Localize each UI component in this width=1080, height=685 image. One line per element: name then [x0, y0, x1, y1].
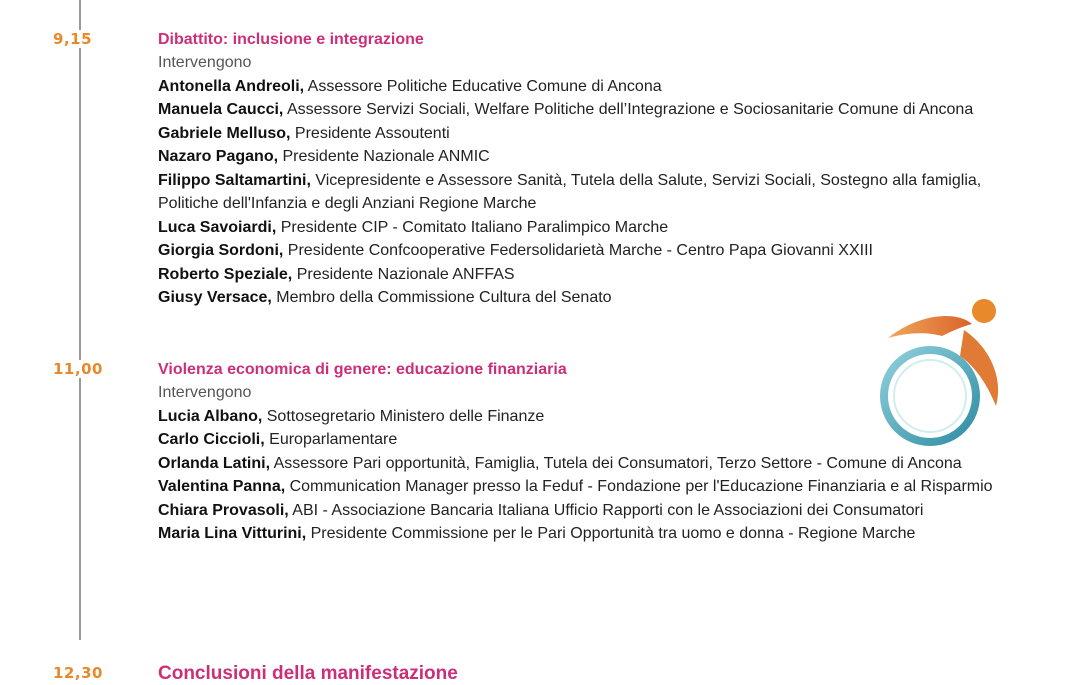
- speaker-name: Orlanda Latini,: [158, 454, 271, 472]
- speaker-entry: [158, 263, 1018, 287]
- speaker-name: Carlo Ciccioli,: [158, 431, 265, 448]
- speaker-entry: [158, 499, 1008, 523]
- speaker-entry: [158, 122, 1018, 146]
- speaker-role: Europarlamentare: [264, 431, 398, 448]
- speaker-entry: [158, 475, 1008, 499]
- speaker-role: Sottosegretario Ministero delle Finanze: [262, 407, 545, 425]
- speaker-entry: [158, 169, 1018, 216]
- session-time: 11,00: [53, 360, 103, 378]
- speaker-name: Chiara Provasoli,: [158, 501, 289, 519]
- speaker-role: Membro della Commissione Cultura del Senato: [271, 289, 612, 306]
- speaker-name: Manuela Caucci,: [158, 101, 284, 118]
- session-block: [158, 662, 1018, 685]
- speaker-role: Assessore Politiche Educative Comune di Ancona: [304, 77, 662, 95]
- speaker-name: Giusy Versace,: [158, 289, 272, 306]
- speaker-name: Giorgia Sordoni,: [158, 242, 284, 259]
- speaker-entry: [158, 75, 1018, 99]
- speaker-role: Presidente Nazionale ANMIC: [278, 148, 490, 165]
- speaker-entry: [158, 239, 1018, 263]
- speaker-name: Luca Savoiardi,: [158, 218, 277, 236]
- speaker-entry: [158, 522, 1008, 546]
- speaker-name: Lucia Albano,: [158, 407, 263, 425]
- speaker-name: Roberto Speziale,: [158, 265, 293, 283]
- speaker-name: Valentina Panna,: [158, 478, 286, 495]
- speaker-entry: [158, 98, 1018, 122]
- speaker-role: Presidente CIP - Comitato Italiano Paralimpico Marche: [276, 218, 669, 236]
- speaker-role: Presidente Assoutenti: [290, 124, 450, 142]
- session-time: 9,15: [53, 30, 93, 48]
- speaker-entry: [158, 216, 1018, 240]
- speaker-name: Filippo Saltamartini,: [158, 171, 311, 189]
- session-title: Conclusioni della manifestazione: [158, 663, 458, 684]
- speaker-name: Maria Lina Vitturini,: [158, 525, 307, 542]
- speaker-role: Communication Manager presso la Feduf - Fondazione per l'Educazione Finanziaria e al Risparmio: [285, 478, 993, 495]
- speaker-role: Assessore Pari opportunità, Famiglia, Tutela dei Consumatori, Terzo Settore - Comune di Ancona: [270, 454, 962, 472]
- session-time: 12,30: [53, 664, 103, 682]
- speaker-role: Vicepresidente e Assessore Sanità, Tutela della Salute, Servizi Sociali, Sostegno alla famiglia, Politiche dell'Infanzia e degli Anziani Regione Marche: [158, 171, 982, 212]
- session-intro: Intervengono: [158, 384, 252, 401]
- arm-shape: [888, 316, 972, 338]
- speaker-name: Gabriele Melluso,: [158, 124, 291, 142]
- session-title: Dibattito: inclusione e integrazione: [158, 31, 424, 48]
- speaker-role: Assessore Servizi Sociali, Welfare Politiche dell’Integrazione e Sociosanitarie Comune di Ancona: [283, 101, 974, 118]
- speaker-role: ABI - Associazione Bancaria Italiana Ufficio Rapporti con le Associazioni dei Consumatori: [288, 501, 924, 519]
- session-block: [158, 28, 1018, 310]
- session-title: Violenza economica di genere: educazione finanziaria: [158, 361, 567, 378]
- speaker-name: Nazaro Pagano,: [158, 148, 279, 165]
- wheel-inner-shape: [894, 360, 966, 432]
- speaker-role: Presidente Nazionale ANFFAS: [292, 265, 515, 283]
- session-intro: Intervengono: [158, 54, 252, 71]
- speaker-role: Presidente Confcooperative Federsolidarietà Marche - Centro Papa Giovanni XXIII: [283, 242, 873, 259]
- speaker-name: Antonella Andreoli,: [158, 77, 305, 95]
- wheel-shape: [884, 350, 976, 442]
- speaker-entry: [158, 452, 1008, 476]
- timeline-line: [79, 0, 81, 640]
- speaker-entry: [158, 145, 1018, 169]
- head-shape: [972, 299, 996, 323]
- speaker-role: Presidente Commissione per le Pari Opportunità tra uomo e donna - Regione Marche: [306, 525, 916, 542]
- wheelchair-athlete-logo-icon: [868, 296, 1008, 452]
